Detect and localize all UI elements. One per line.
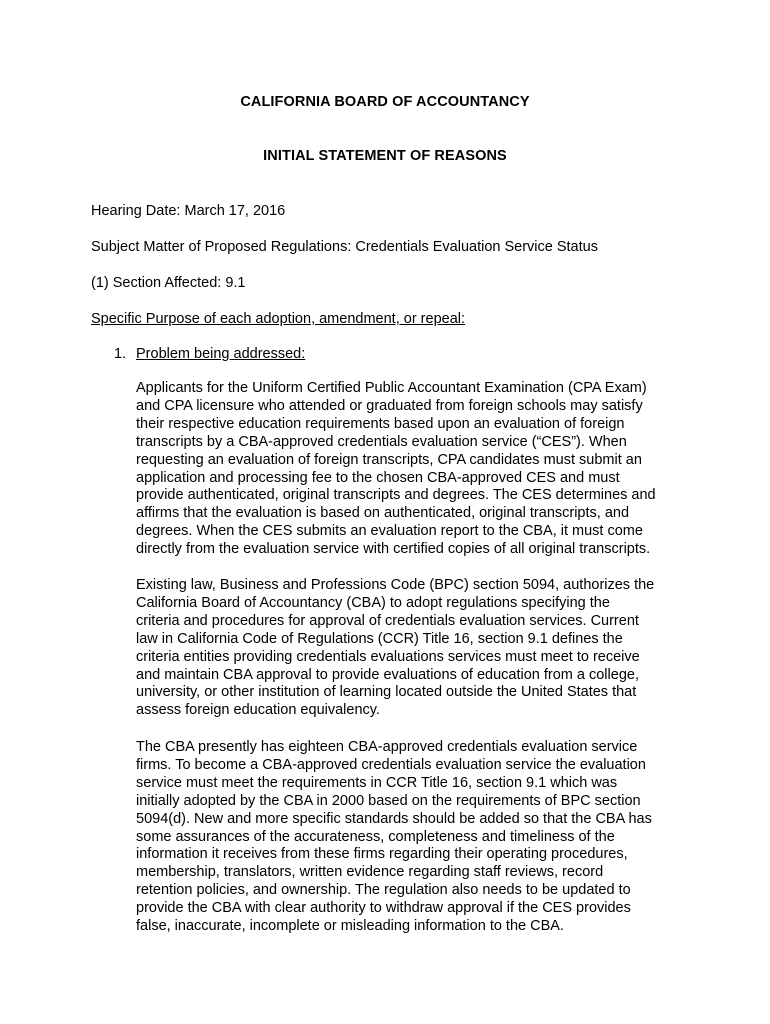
paragraph-cba-firms (136, 739, 686, 936)
paragraph-line: Applicants for the Uniform Certified Public Accountant Examination (CPA Exam) (136, 380, 647, 396)
list-heading: Problem being addressed: (136, 346, 306, 362)
paragraph-line: application and processing fee to the chosen CBA-approved CES and must (136, 469, 620, 486)
paragraph-line: university, or other institution of learning located outside the United States that (136, 684, 637, 701)
paragraph-line: membership, translators, written evidence regarding staff reviews, record (136, 864, 604, 881)
paragraph-line: The CBA presently has eighteen CBA-approved credentials evaluation service (136, 739, 638, 755)
organization-heading: CALIFORNIA BOARD OF ACCOUNTANCY (240, 94, 530, 110)
paragraph-line: criteria entities providing credentials evaluations services must meet to receive (136, 648, 640, 665)
paragraph-line: service must meet the requirements in CCR Title 16, section 9.1 which was (136, 774, 618, 791)
hearing-date: Hearing Date: March 17, 2016 (91, 203, 286, 219)
paragraph-line: assess foreign education equivalency. (136, 702, 380, 719)
paragraph-line: 5094(d). New and more specific standards should be added so that the CBA has (136, 810, 652, 827)
paragraph-line: information it receives from these firms regarding their operating procedures, (136, 846, 628, 863)
document-title: INITIAL STATEMENT OF REASONS (263, 148, 507, 164)
paragraph-line: transcripts by a CBA-approved credentials evaluation service (“CES”). When (136, 433, 627, 450)
paragraph-line: initially adopted by the CBA in 2000 based on the requirements of BPC section (136, 792, 641, 809)
paragraph-line: affirms that the evaluation is based on authenticated, original transcripts, and (136, 505, 630, 522)
paragraph-line: provide the CBA with clear authority to withdraw approval if the CES provides (136, 900, 631, 917)
paragraph-line: retention policies, and ownership. The regulation also needs to be updated to (136, 882, 631, 899)
list-number: 1. (114, 346, 127, 362)
paragraph-line: and maintain CBA approval to provide evaluations of education from a college, (136, 666, 639, 683)
paragraph-line: law in California Code of Regulations (CCR) Title 16, section 9.1 defines the (136, 630, 623, 647)
section-affected: (1) Section Affected: 9.1 (91, 275, 246, 291)
paragraph-line: criteria and procedures for approval of credentials evaluation services. Current (136, 612, 639, 629)
paragraph-existing-law (136, 577, 686, 720)
paragraph-line: degrees. When the CES submits an evaluation report to the CBA, it must come (136, 523, 643, 540)
paragraph-line: false, inaccurate, incomplete or misleading information to the CBA. (136, 918, 564, 935)
paragraph-line: directly from the evaluation service with certified copies of all original transcripts. (136, 541, 651, 558)
paragraph-line: California Board of Accountancy (CBA) to adopt regulations specifying the (136, 594, 610, 611)
paragraph-line: firms. To become a CBA-approved credentials evaluation service the evaluation (136, 756, 646, 773)
paragraph-line: their respective education requirements based upon an evaluation of foreign (136, 415, 625, 432)
paragraph-applicants (136, 380, 686, 559)
list-item-problem (114, 346, 305, 362)
paragraph-line: provide authenticated, original transcripts and degrees. The CES determines and (136, 487, 656, 504)
subject-matter: Subject Matter of Proposed Regulations: Credentials Evaluation Service Status (91, 239, 598, 255)
paragraph-line: and CPA licensure who attended or graduated from foreign schools may satisfy (136, 397, 643, 414)
specific-purpose-heading: Specific Purpose of each adoption, amendment, or repeal: (91, 311, 466, 327)
paragraph-line: some assurances of the accurateness, completeness and timeliness of the (136, 828, 615, 845)
paragraph-line: Existing law, Business and Professions Code (BPC) section 5094, authorizes the (136, 577, 655, 593)
paragraph-line: requesting an evaluation of foreign transcripts, CPA candidates must submit an (136, 451, 642, 468)
